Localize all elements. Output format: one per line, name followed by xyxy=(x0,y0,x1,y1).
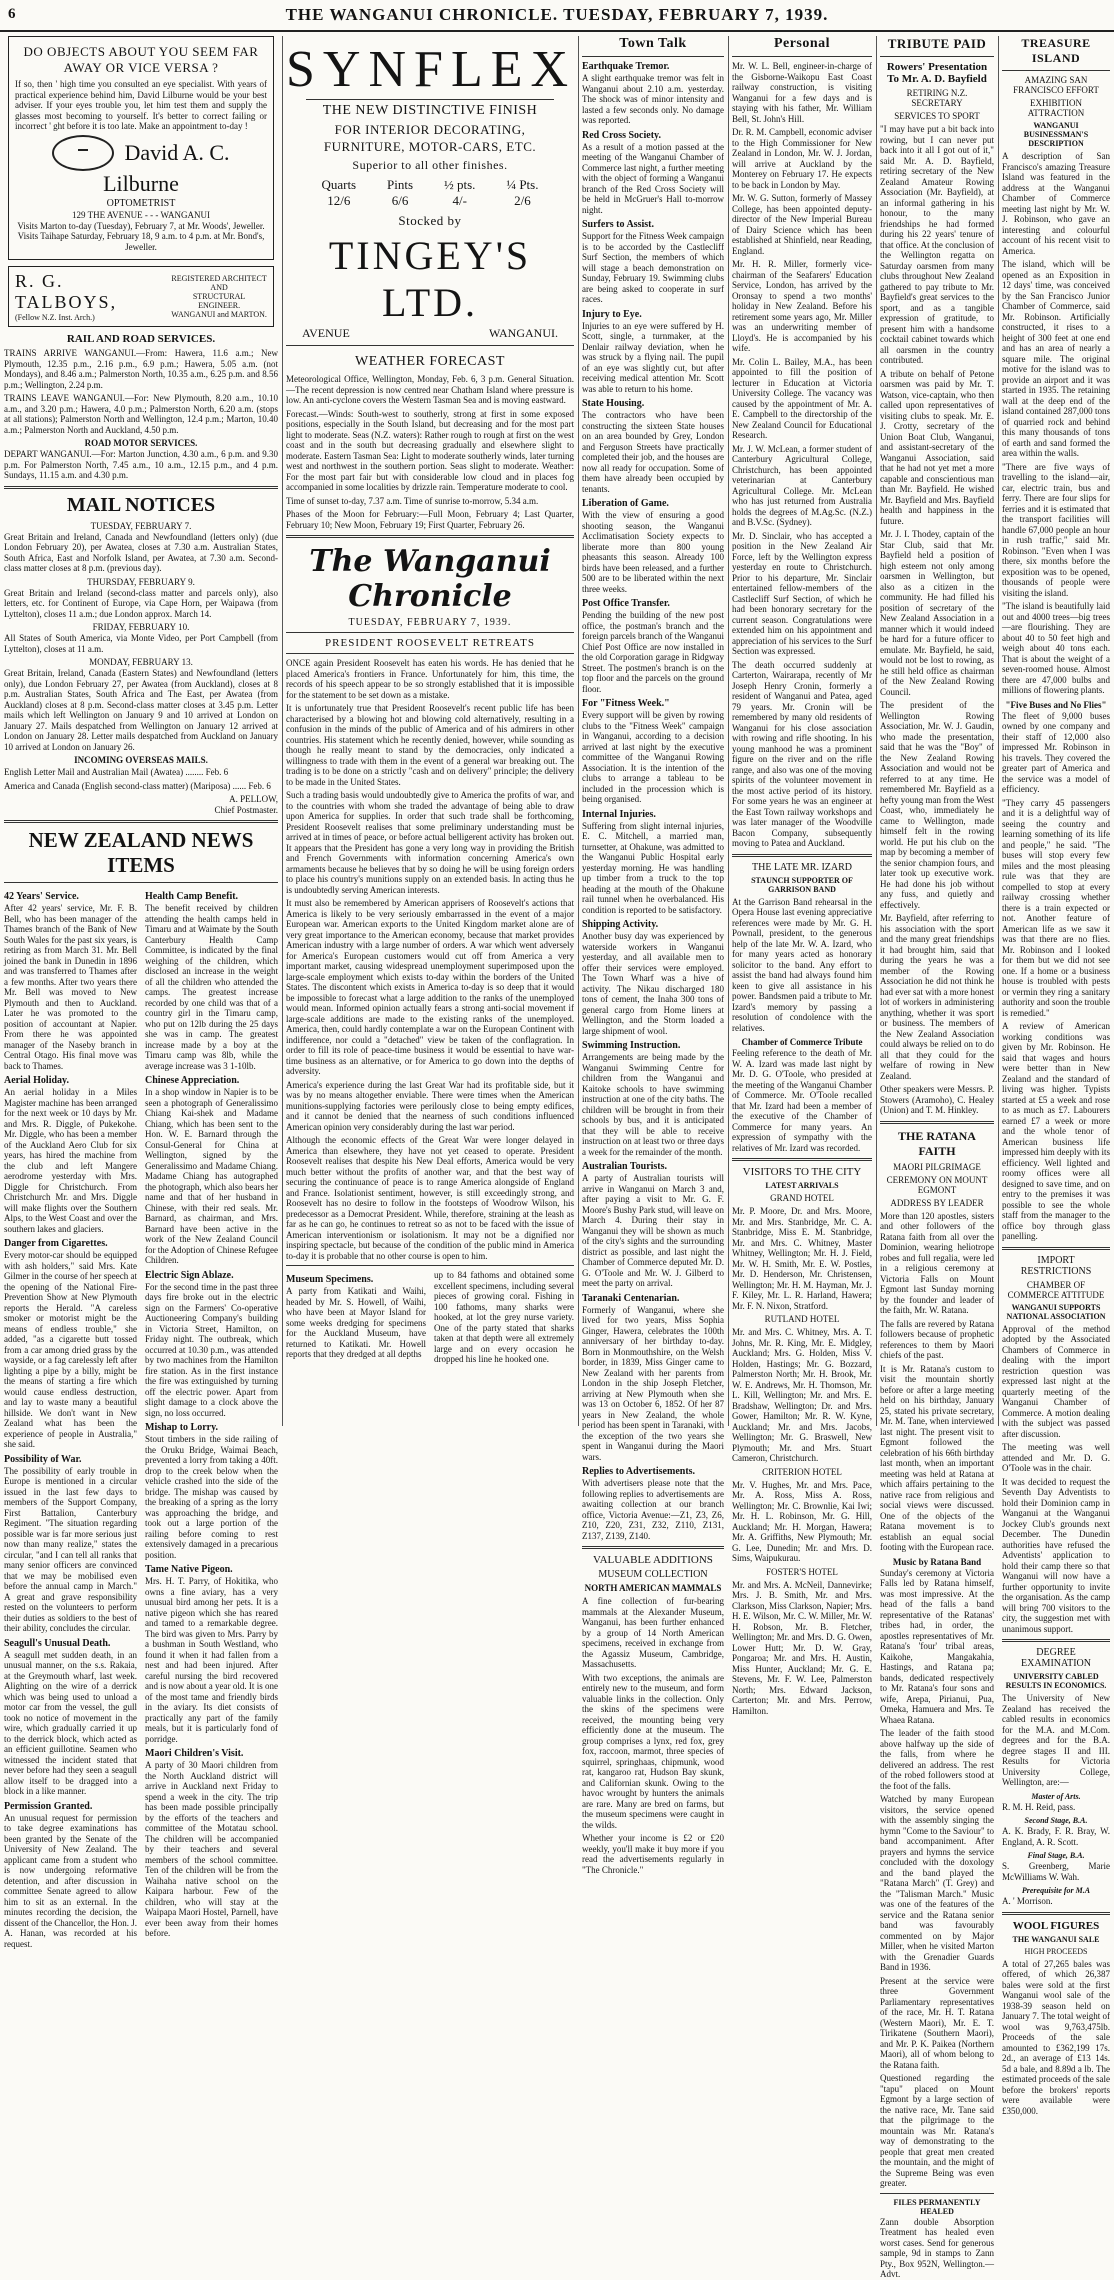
nz-news-item-heading: Health Camp Benefit. xyxy=(145,891,239,902)
mammals-title: NORTH AMERICAN MAMMALS xyxy=(584,1583,722,1593)
mammals-paragraph: With two exceptions, the animals are entirely new to the museum, and form valuable links in the collection. Only the skins of the specimens were received, the mounting being very efficiently done at the museum. The group comprises a lynx, red fox, grey fox, raccoon, marmot, three species of squirrel, springhaas, chipmunk, wood rat, kangaroo rat, Hudson Bay skunk, and Californian skunk. Owing to the havoc wrought by hunters the animals are rare. Many are bred on farms, but the museum specimens were caught in the wilds. xyxy=(582,1672,724,1830)
ad-eye-specialist xyxy=(8,36,274,260)
chamber-tribute-body: Feeling reference to the death of Mr. W. A. Izard was made last night by Mr. D. G. O'Toole, who presided at the meeting of the Wanganui Chamber of Commerce. Mr. O'Toole recalled that Mr. Izard had been a member of the executive of the Chamber of Commerce for many years. An expression of sympathy with the relatives of Mr. Izard was recorded. xyxy=(732,1048,872,1153)
treasure-paragraph: "There are five ways of travelling to the island—air, car, electric train, bus and ferry. There are four slips for ferries and it is estimated that the transport facilities will handle 67,000 people an hour in rush traffic," said Mr. Robinson. "Even when I was there, six months before the exposition was to be opened, thousands of people were visiting the island. xyxy=(1002,461,1110,598)
museum-collection-title: MUSEUM COLLECTION xyxy=(598,1569,708,1580)
ad-eye-headline: DO OBJECTS ABOUT YOU SEEM FAR AWAY OR VICE VERSA ? xyxy=(23,44,259,75)
degree-prereq-list: A. ' Morrison. xyxy=(1002,1896,1053,1906)
nz-news-item-heading: Chinese Appreciation. xyxy=(145,1075,240,1086)
town-talk-item-text: With the view of ensuring a good shooting season, the Wanganui Acclimatisation Society expects to liberate more than 800 young pheasants this season. Already 100 birds have been released, and a further 500 are to be liberated within the next three weeks. xyxy=(582,510,724,594)
talboys-name: R. G. TALBOYS, xyxy=(15,271,118,312)
town-talk-item-heading: Internal Injuries. xyxy=(582,808,656,820)
nz-news-title: NEW ZEALAND NEWS ITEMS xyxy=(28,828,254,877)
town-talk-item-text: A party of Australian tourists will arrive in Wanganui on March 3 and, after paying a visit to Mr. G. F. Moore's Bushy Park stud, will leave on March 4. During their stay in Wanganui they will be shown as much of the city's sights and the surrounding district as possible, and last night the Chamber of Commerce deputed Mr. D. G. O'Toole and Mr. W. J. Gilberd to meet the party on arrival. xyxy=(582,1173,724,1288)
buses-paragraph: A review of American working conditions was given by Mr. Robinson. He said that wages and hours were better than in New Zealand and the standard of living was higher. Typists started at £5 a week and rose to as much as £7. Labourers earned £7 a week or more and the whole tenor of American business life impressed him deeply with its efficiency. Well lighted and roomy offices were all designed to save time, and on entry to the premises it was possible to see the whole staff from the manager to the office boy through glass panelling. xyxy=(1002,1021,1110,1241)
town-talk-item-heading: Swimming Instruction. xyxy=(582,1040,681,1051)
nz-news-item-heading: Danger from Cigarettes. xyxy=(4,1238,108,1249)
tingey-avenue: AVENUE xyxy=(302,326,350,340)
mammals-paragraph: Whether your income is £2 or £20 weekly, you'll make it buy more if you read the advertisements regularly in "The Chronicle." xyxy=(582,1833,724,1875)
ratana-paragraph: More than 120 apostles, sisters and other followers of the Ratana faith from all over the Dominion, wearing heliotrope robes and full regalia, were led in a religious ceremony at Victoria Falls on Mount Egmont last Sunday morning by the founder and leader of the faith, Mr. W. Ratana. xyxy=(880,1210,994,1315)
mammals-paragraph: A fine collection of fur-bearing mammals at the Alexander Museum, Wanganui, has been further enhanced by a group of 14 North American specimens, received in exchange from the Agassiz Museum, Cambridge, Massachusetts. xyxy=(582,1596,724,1669)
degree-body: The University of New Zealand has received the cabled results in economics for the M.A. and M.Com. degrees and for the B.A. degree stages II and III. Results for Victoria University College, Wellington, are:— xyxy=(1002,1693,1110,1787)
ratana-sub2: CEREMONY ON MOUNT EGMONT xyxy=(886,1174,988,1195)
rail-leave: TRAINS LEAVE WANGANUI.—For: New Plymouth, 8.20 a.m., 10.10 a.m., and 3.20 p.m.; Hawera, 4.0 p.m.; Palmerston North, 6.20 a.m. (stops at all stations); Palmerston North and Wellington, 12.4 p.m.; Marton, 10.40 a.m.; Palmerston North and Auckland, 4.50 p.m. xyxy=(4,393,278,435)
mail-thu: THURSDAY, FEBRUARY 9. xyxy=(87,576,195,587)
tribute-sub: Rowers' Presentation To Mr. A. D. Bayfield xyxy=(886,61,988,85)
chamber-paragraph: The meeting was well attended and Mr. D. G. O'Toole was in the chair. xyxy=(1002,1442,1110,1473)
degree-prereq: Prerequisite for M.A xyxy=(1021,1886,1091,1895)
synflex-size xyxy=(444,177,475,209)
town-talk-item-heading: Post Office Transfer. xyxy=(582,598,670,609)
chamber-attitude-title: CHAMBER OF COMMERCE ATTITUDE xyxy=(1007,1279,1105,1300)
ratana-body xyxy=(880,1211,994,1553)
buses-paragraph: The fleet of 9,000 buses owned by one company and their staff of 12,000 also impressed Mr. Robinson in his travels. They covered the greater part of America and the service was a model of efficiency. xyxy=(1002,710,1110,794)
music-paragraph: Present at the service were three Government Parliamentary representatives of the race, Mr. H. T. Ratana (Western Maori), Mr. E. T. Tirikatene (Southern Maori), and Mr. P. K. Paikea (Northern Maori), all of whom belong to the Ratana faith. xyxy=(880,1975,994,2070)
editorial-paragraph: It is unfortunately true that President Roosevelt's recent public life has been characterised by a blowing hot and blowing cold alternatively, resulting in a confusion in the minds of the public of America and of his admirers in other countries. His statement which he recently denied, however, while sounding as though he really meant to stand by the democracies, only indicated a willingness to trade with them in the event of a general war breaking out. The trading is to be done on a strictly "cash and on delivery" principle; the delivery to be made in the United States. xyxy=(286,703,574,787)
editorial-paragraph: Such a trading basis would undoubtedly give to America the profits of war, and to the countries with whom she traded the advantage of being able to draw upon America for supplies. In order that such trade shall be forthcoming, President Roosevelt realises that some preliminary understanding must be arrived at in times of peace, or before actual belligerent activity has broken out. It appears that the President has gone a very long way in providing the British and French Governments with information concerning America's own armaments because he believes that by so doing he will be using foreign orders to place his country's munitions supply on an extended basis. In acting thus he is undoubtedly serving American interests. xyxy=(286,790,574,895)
ad-eye-body: If so, then ' high time you consulted an eye specialist. With years of practical experience behind him, David Lilburne would be your best adviser. If your eyes trouble you, let him test them and supply the glasses most becoming to yourself. It's better to correct failing or incorrect ' ght before it is too late. Make an appointment to-day ! xyxy=(15,79,267,131)
ratana-sub: MAORI PILGRIMAGE xyxy=(893,1161,981,1172)
files-body: Zann double Absorption Treatment has healed even worst cases. Send for generous sample, 9d in stamps to Zann Pty., Box 952N, Wellington.—Advt. xyxy=(880,2216,994,2279)
editorial-body xyxy=(286,658,574,1261)
ad-eye-address: 129 THE AVENUE - - - WANGANUI xyxy=(72,209,210,220)
road-title: ROAD MOTOR SERVICES. xyxy=(84,438,198,448)
masthead-line: THE WANGANUI CHRONICLE. TUESDAY, FEBRUARY 7, 1939. xyxy=(285,5,829,24)
column-synflex-editorial xyxy=(286,36,577,1428)
synflex-for1: FOR INTERIOR DECORATING, xyxy=(334,122,526,137)
hotel-lists xyxy=(732,1193,872,1716)
synflex-size-label: ½ pts. xyxy=(443,177,476,192)
incoming-1: English Letter Mail and Australian Mail (Awatea) ........ Feb. 6 xyxy=(4,767,229,777)
wool-body: A total of 27,265 bales was offered, of which 26,387 bales were sold at the first Wanganui wool sale of the 1938-39 season held on January 7. The total weight of wool was 9,763,475lb. Proceeds of the sale amounted to £362,199 17s. 2d., an average of £13 14s. 5d a bale, and 8.89d a lb. The estimated proceeds of the sale before the brokers' reports were available were £350,000. xyxy=(1002,1958,1110,2116)
tribute-body xyxy=(880,124,994,1116)
tribute-paragraph: A tribute on behalf of Petone oarsmen was paid by Mr. T. Watson, vice-captain, who then called upon representatives of visiting clubs to speak. Mr. E. J. Crotty, secretary of the Union Boat Club, Wanganui, and assistant-secretary of the Wanganui Association, said that he had not yet met a more capable and conscientious man than Mr. Bayfield. He wished Mr. Bayfield and Mrs. Bayfield health and happiness in the future. xyxy=(880,368,994,526)
town-talk-item-text: The contractors who have been constructing the sixteen State houses on an area bounded by Grey, London and Ferguson Streets have practically completed their job, and the houses are now all ready for occupation. Some of them have already been occupied by tenants. xyxy=(582,410,724,494)
museum-specimens-heading: Museum Specimens. xyxy=(286,1274,374,1285)
music-paragraph: Questioned regarding the "tapu" placed on Mount Egmont by a large section of the native race, Mr. Tane said that the pilgrimage to the mountain was Mr. Ratana's way of demonstrating to the people that great men created the mountain, and the might of the Supreme Being was even greater. xyxy=(880,2073,994,2188)
nz-news-item-text: Mrs. H. T. Parry, of Hokitika, who owns a fine aviary, has a very unusual bird among her pets. It is a native pigeon which she has reared and tamed to a remarkable degree. The bird was given to Mrs. Parry by a bushman in South Westland, who found it when it had fallen from a nest and had been injured. After careful nursing the bird recovered and is now about a year old. It is one of the most tame and friendly birds in the aviary. Its diet consists of practically any part of the family meals, but it is particularly fond of porridge. xyxy=(145,1576,278,1744)
personal-item: Mr. W. G. Sutton, formerly of Massey College, has been appointed deputy-director of the New Imperial Bureau of Dairy Science which has been established at Shinfield, near Reading, England. xyxy=(732,193,872,256)
synflex-for2: FURNITURE, MOTOR-CARS, ETC. xyxy=(323,139,537,154)
ad-eye-name: David A. C. Lilburne xyxy=(103,139,230,196)
ratana-sub3: ADDRESS BY LEADER xyxy=(890,1197,984,1208)
column-rule xyxy=(998,36,999,1426)
degree-title: DEGREE EXAMINATION xyxy=(1021,1647,1091,1669)
talboys-line2: AND xyxy=(210,283,228,292)
buses-body xyxy=(1002,711,1110,1242)
ad-talboys xyxy=(8,266,274,327)
incoming-2: America and Canada (English second-class matter) (Mariposa) ...... Feb. 6 xyxy=(4,780,271,791)
nz-news-item-text: The possibility of early trouble in Europe is mentioned in a circular issued in the last few days to members of the Support Company, First Battalion, Canterbury Regiment. "The situation regarding possible war is far more serious just now than many realize," states the circular, "and I can tell all ranks that many senior officers are convinced that we may be mobilised even before the annual camp in March." A great and grave responsibility rested on the volunteers to perform their duties as soldiers to the best of their ability, concludes the circular. xyxy=(4,1465,137,1633)
wool-sub2: HIGH PROCEEDS xyxy=(1024,1946,1088,1956)
mail-title: MAIL NOTICES xyxy=(66,493,216,516)
personal-item: Mr. W. L. Bell, engineer-in-charge of the Gisborne-Waikopu East Coast railway construction, is visiting Wanganui for a few days and is staying with his father, Mr. William Bell, St. John's Hill. xyxy=(732,61,872,124)
mail-mon-body: Great Britain, Ireland, Canada (Eastern States) and Newfoundland (letters only), due London February 27, per Awatea (from Auckland), closes at 8 p.m. Australian States, South Africa and The East, per Awatea (from Auckland) closes at 8 p.m. Second-class matter closes at 3.45 p.m. Letter mails which left Wellington on January 9 and 10 arrived at London on January 27. Mails despatched from Wellington on January 12 arrived at London on January 28. Letter mails despatched from Auckland on January 10 arrived at London on January 26. xyxy=(4,668,278,752)
town-talk-item-heading: Injury to Eye. xyxy=(582,308,642,320)
town-talk-items xyxy=(582,61,724,1541)
nz-news-item-heading: Electric Sign Ablaze. xyxy=(145,1269,234,1281)
town-talk-item-heading: For "Fitness Week." xyxy=(582,698,670,709)
road-depart: DEPART WANGANUI.—For: Marton Junction, 4.30 a.m., 6 p.m. and 9.30 p.m. For Palmerston North, 7.45 a.m., 10 a.m., 12.15 p.m., and 4 p.m. Sundays, 11.15 a.m. and 4.30 p.m. xyxy=(4,449,278,480)
town-talk-item-heading: Shipping Activity. xyxy=(582,919,659,930)
degree-ma: Master of Arts. xyxy=(1031,1791,1081,1801)
synflex-size-price: 6/6 xyxy=(391,193,409,208)
ad-synflex xyxy=(286,40,577,341)
wool-sub: THE WANGANUI SALE xyxy=(1012,1934,1100,1944)
music-body xyxy=(880,1568,994,2189)
personal-item: The death occurred suddenly at Carterton, Wairarapa, recently of Mr Joseph Henry Cronin, formerly a resident of Wanganui and Patea, aged 79 years. Mr. Cronin will be remembered by many old residents of Wanganui for his close association with rowing and rifle shooting. In his young manhood he was a prominent figure on the river and on the rifle range, and also was one of the moving spirits of the volunteer movement in the most active period of its history. For some years he was an engineer at the East Town railway workshops and was later manager of the Woodville Bacon Company, subsequently moving to Patea and Auckland. xyxy=(732,659,872,848)
ratana-paragraph: The falls are revered by Ratana followers because of prophetic references to them by Maori chiefs of the past. xyxy=(880,1318,994,1360)
synflex-size-price: 4/- xyxy=(452,193,467,208)
hotel-name: FOSTER'S HOTEL xyxy=(766,1566,838,1577)
music-paragraph: Watched by many European visitors, the service opened with the assembly singing the hymn "Come to the Saviour" to band accompaniment. After prayers and hymns the service concluded with the doxology and the band played the "Ratana March" (T. Grey) and the "Talisman March." Music was one of the features of the service and the Ratana senior band was favourably commented on by Major Miller, when he visited Marton with the Grenadier Guards Band in 1936. xyxy=(880,1794,994,1972)
nz-news-left xyxy=(4,887,137,1952)
town-talk-item-heading: Australian Tourists. xyxy=(582,1161,668,1172)
personal-item: Mr. Colin L. Bailey, M.A., has been appointed to fill the position of lecturer in Education at Victoria University College. The vacancy was caused by the appointment of Mr. A. E. Campbell to the directorship of the New Zealand Council for Educational Research. xyxy=(732,356,872,440)
column-personal xyxy=(732,36,872,1716)
nz-news-item-heading: Possibility of War. xyxy=(4,1453,82,1465)
town-talk-item-text: Injuries to an eye were suffered by H. Scott, single, a turnmaker, at the Denlair railway deviation, when he was struck by a flying nail. The pupil of an eye was slightly cut, but after receiving medical attention Mr. Scott was able to return to his home. xyxy=(582,320,724,394)
degree-final: Final Stage, B.A. xyxy=(1027,1851,1085,1860)
degree-final-list: S. Greenberg, Marie McWilliams W. Wah. xyxy=(1002,1861,1110,1882)
synflex-superior: Superior to all other finishes. xyxy=(352,158,508,172)
nz-news-item-text: An aerial holiday in a Miles Magister machine has been arranged for the next week or 10 days by Mr. and Mrs. R. Diggle, of Pukekohe. Mr. Diggle, who has been a member of the Auckland Aero Club for six years, has hired the machine from the club and left Mangere aerodrome yesterday with Mrs. Diggle for Christchurch. From Christchurch Mr. and Mrs. Diggle will make flights over the Southern Alps, to the West Coast and over the southern lakes and glaciers. xyxy=(4,1087,137,1234)
visitors-title: VISITORS TO THE CITY xyxy=(742,1166,862,1178)
town-talk-item-heading: Red Cross Society. xyxy=(582,129,661,141)
synflex-size-price: 2/6 xyxy=(514,193,531,208)
tingey-name: TINGEY'S LTD. xyxy=(328,233,532,325)
nz-news-item-text: In a shop window in Napier is to be seen a photograph of Generalissimo Chiang Kai-shek and Madame Chiang, which has been sent to the Hon. W. E. Barnard through the Consul-General for China at Wellington, signed by the Generalissimo and Madame Chiang. Madame Chiang has autographed the photograph, which also bears her name and that of her husband in Chinese, with their red seals. Mr. Barnard, as chairman, and Mrs. Barnard have been active in the work of the New Zealand Council for the Adoption of Chinese Refugee Children. xyxy=(145,1087,278,1265)
postmaster-title: Chief Postmaster. xyxy=(214,804,278,815)
synflex-price-table xyxy=(306,177,554,209)
rail-arrive: TRAINS ARRIVE WANGANUI.—From: Hawera, 11.6 a.m.; New Plymouth, 12.35 p.m., 2.16 p.m., 6.9 p.m.; Hawera, 5.05 a.m. (not Mondays), and 8.46 a.m.; Palmerston North, 10.35 a.m., 6.25 p.m. and 8.56 p.m.; Wellington, 2.24 p.m. xyxy=(4,348,278,390)
degree-sub: UNIVERSITY CABLED RESULTS IN ECONOMICS. xyxy=(1005,1672,1107,1690)
weather-title: WEATHER FORECAST xyxy=(355,354,505,369)
files-title: FILES PERMANENTLY HEALED xyxy=(893,2197,981,2216)
weather-body-4: Phases of the Moon for February:—Full Moon, February 4; Last Quarter, February 10; New Moon, February 19; First Quarter, February 26. xyxy=(286,509,574,530)
page-number: 6 xyxy=(8,6,16,22)
chamber-attitude-body xyxy=(1002,1324,1110,1635)
treasure-sub3: WANGANUI BUSINESSMAN'S DESCRIPTION xyxy=(1023,121,1089,148)
newspaper-header xyxy=(0,0,1114,32)
weather-body-2: Forecast.—Winds: South-west to southerly, strong at first in some exposed positions, especially in the South Island, but decreasing and for the most part light to moderate. Seas (N.Z. waters): Rather rough to rough at first on the west coast and in the south but decreasing gradually and elsewhere slight to moderate. Eastern Tasman Sea: Light to moderate southerly winds, later turning west and northwest in the southern portion. Seas slight to moderate. Weather: For the most part fair but with considerable low cloud and in places fog accompanied in some localities by drizzle rain. Temperature moderate to cool. xyxy=(286,408,574,492)
hotel-name: RUTLAND HOTEL xyxy=(764,1314,840,1324)
mail-mon: MONDAY, FEBRUARY 13. xyxy=(89,657,193,667)
town-talk-item-heading: Earthquake Tremor. xyxy=(582,61,670,72)
tribute-paragraph: Mr. Bayfield, after referring to his association with the sport and the many great friendships it had brought him, said that during the years he was a member of the Rowing Association he did not think he had ever sat with a more honest lot of workers in administering anything, whether it was sport or business. The members of the New Zealand Association could always be relied on to do all that they could for the welfare of rowing in New Zealand. xyxy=(880,913,994,1081)
town-talk-item-heading: State Housing. xyxy=(582,398,645,409)
talboys-line1: REGISTERED ARCHITECT xyxy=(171,274,267,283)
buses-paragraph: "They carry 45 passengers and it is a delightful way of seeing the country and learning something of its life and people," he said. "The buses will stop every few miles and the most pleasing rule was that they are compelled to stop at every railway crossing whether there is a train expected or not. Another feature of American life as we saw it was that there are no flies. Mr. Robinson and I looked for them but we did not see one. If a home or a business house is troubled with pests or vermin they ring a sanitary authority and soon the trouble is remedied." xyxy=(1002,797,1110,1018)
ad-eye-title: OPTOMETRIST xyxy=(106,197,176,209)
town-talk-item-text: Another busy day was experienced by waterside workers in Wanganui yesterday, and all available men to offer their services were employed. The Town Wharf was a hive of activity. The Nikau discharged 180 tons of cement, the Inaha 300 tons of general cargo from Home liners at Wellington, and the Storm loaded a large shipment of wool. xyxy=(582,931,724,1036)
izard-sub: STAUNCH SUPPORTER OF GARRISON BAND xyxy=(751,875,853,894)
music-paragraph: The leader of the faith stood above halfway up the side of the falls, from where he delivered an address. The rest of the robed followers stood at the foot of the falls. xyxy=(880,1728,994,1791)
museum-specimens-left: A party from Katikati and Waihi, headed by Mr. S. Howell, of Waihi, who have been at Mayor Island for some weeks dredging for specimens for the Auckland Museum, have returned to Katikati. Mr. Howell reports that they dredged at all depths xyxy=(286,1286,426,1359)
personal-items xyxy=(732,61,872,849)
weather-body-3: Time of sunset to-day, 7.37 a.m. Time of sunrise to-morrow, 5.34 a.m. xyxy=(286,495,539,506)
talboys-fellow: (Fellow N.Z. Inst. Arch.) xyxy=(15,313,95,322)
ad-eye-visits: Visits Marton to-day (Tuesday), February 7, at Mr. Woods', Jeweller. Visits Taihape Saturday, February 18, 9 a.m. to 4 p.m. at Mr. Bond's, Jeweller. xyxy=(17,220,265,252)
tribute-paragraph: Other speakers were Messrs. P. Stowers (Aramoho), C. Healey (Union) and T. M. Hinkley. xyxy=(880,1084,994,1115)
mammals-body xyxy=(582,1596,724,1875)
column-treasure-island xyxy=(1002,36,1110,2116)
synflex-size-label: Quarts xyxy=(321,177,357,192)
tingey-town: WANGANUI. xyxy=(489,326,558,340)
column-rule xyxy=(876,36,877,1426)
town-talk-item-heading: Replies to Advertisements. xyxy=(582,1466,696,1477)
ad-eye-logo xyxy=(15,135,267,197)
latest-arrivals: LATEST ARRIVALS xyxy=(765,1181,839,1190)
editorial-paragraph: Although the economic effects of the Great War were longer delayed in America than elsewhere, they have not yet ceased to operate. President Roosevelt realises that despite his New Deal efforts, America would be very much better without the profits of another war, and that the best way of securing the continuance of peace is to range America alongside of England and France. Isolationist sentiment, however, is still exceedingly strong, and Roosevelt has no desire to follow in the footsteps of Woodrow Wilson, his predecessor as a Democrat President. While, therefore, straining at the leash as far as he can go, he continues to retreat so as not to be faced with the issue of American interventionism or isolationism. It may not be a dignified nor inspiring spectacle, but because of the condition of the public mind in America to-day it is probable that no other course is open to him. xyxy=(286,1135,574,1261)
ratana-title: THE RATANA FAITH xyxy=(898,1128,976,1158)
column-town-talk xyxy=(582,36,724,1875)
izard-title: THE LATE MR. IZARD xyxy=(752,861,852,873)
chamber-paragraph: It was decided to request the Seventh Day Adventists to hold their Dominion camp in Wanganui at the Wanganui Jockey Club's grounds next December. The Dunedin authorities have refused the Adventists' application to hold their camp there so that Wanganui will now have a further opportunity to invite the organisation. As the camp will bring 700 visitors to the city, the suggestion met with unanimous support. xyxy=(1002,1476,1110,1634)
treasure-sub2: EXHIBITION ATTRACTION xyxy=(1027,98,1085,118)
buses-heading: "Five Buses and No Flies" xyxy=(1005,699,1107,710)
nz-news-item-heading: Aerial Holiday. xyxy=(4,1075,69,1086)
nz-news-item-text: The benefit received by children attending the health camps held in Timaru and at Waimate by the South Canterbury Health Camp Committee, is indicated by the final weighing of the children, which disclosed an increase in the weight of all the children who attended the camps. The greatest increase recorded by one child was that of a country girl in the Timaru camp, who put on 12lb during the 25 days she was in camp. The greatest increase made by a boy at the Timaru camp was 8lb, while the average increase was 3 1-10lb. xyxy=(145,903,278,1071)
town-talk-item-text: As a result of a motion passed at the meeting of the Wanganui Chamber of Commerce last night, a further meeting with the object of forming a Wanganui branch of the Red Cross Society will be held in McGruer's Hall to-morrow night. xyxy=(582,141,724,215)
rail-title: RAIL AND ROAD SERVICES. xyxy=(66,333,216,345)
personal-item: Dr. R. M. Campbell, economic adviser to the High Commissioner for New Zealand in London, Mr. W. J. Jordan, will arrive at Auckland by the Monterey on February 17. He expects to be back in London by May. xyxy=(732,127,872,190)
hotel-guests: Mr. P. Moore, Dr. and Mrs. Moore, Mr. and Mrs. Stanbridge, Mr. C. A. Stanbridge, Miss E. M. Stanbridge, Mr. and Mrs. C. Whitney, Master Whitney, Wellington; Mr. H. J. Field, Mr. W. H. Smith, Mr. E. W. Postles, Mr. D. Henderson, Mr. Christensen, Wellington; Mr. H. M. Hayman, Mr. J. F. Kiley, Mr. L. R. Harland, Hawera; Mr. F. N. Nixon, Stratford. xyxy=(732,1206,872,1311)
hotel-guests: Mr. V. Hughes, Mr. and Mrs. Pace, Mr. A. Ross, Miss A. Ross, Wellington; Mr. C. Brownlie, Kai Iwi; Mr. H. L. Robinson, Mr. G. Hill, Auckland; Mr. H. Morgan, Hawera; Mr. A. Griffiths, New Plymouth; Mr. G. Lee, Dunedin; Mr. and Mrs. D. Sims, Waipukurau. xyxy=(732,1479,872,1563)
synflex-size-price: 12/6 xyxy=(327,193,351,208)
hotel-guests: Mr. and Mrs. C. Whitney, Mrs. A. T. Johns, Mr. R. King, Mr. E. Midgley, Auckland; Mrs. G. Holden, Miss V. Holden, Hastings; Mr. G. Bozzard, Palmerston North; Mr. H. Brook, Mr. W. E. Andrews, Mr. H. Thomson, Mr. L. Kill, Wellington; Mr. and Mrs. E. Bradshaw, Wellington; Dr. and Mrs. Gower, Hamilton; Mr. R. W. Kyne, Auckland; Mr. and Mrs. Jacobs, Wellington; Mr. G. Braswell, New Plymouth; Mr. and Mrs. Stuart Cameron, Christchurch. xyxy=(732,1327,872,1463)
synflex-size-label: ¼ Pts. xyxy=(506,177,539,192)
chamber-paragraph: Approval of the method adopted by the Associated Chambers of Commerce in dealing with the import restriction question was expressed last night at the quarterly meeting of the Wanganui Chamber of Commerce. A motion dealing with the subject was passed after discussion. xyxy=(1002,1323,1110,1439)
nz-news-item-text: For the second time in the past three days fire broke out in the electric sign on the Farmers' Co-operative Auctioneering Company's building in Victoria Street, Hamilton, on Friday night. The outbreak, which occurred at 10.30 p.m., was attended by two machines from the Hamilton fire station. As in the first instance the fire was extinguished by turning off the electric power. Apart from slight damage to a clock above the sign, no loss occurred. xyxy=(145,1281,278,1418)
mail-thu-body: Great Britain and Ireland (second-class matter and parcels only), also letters, etc. for Continent of Europe, via Cape Horn, per Waipawa (from Lyttelton), closes 11 a.m.; due London approx. March 14. xyxy=(4,587,278,619)
mail-tue: TUESDAY, FEBRUARY 7. xyxy=(90,520,192,531)
personal-item: Mr. H. R. Miller, formerly vice-chairman of the Seafarers' Education Service, London, has arrived by the Oronsay to spend a two months' holiday in New Zealand. Before his retirement some years ago, Mr. Miller was an underwriting member of Lloyd's. He is accompanied by his wife. xyxy=(732,259,872,353)
chamber-attitude-sub: WANGANUI SUPPORTS NATIONAL ASSOCIATION xyxy=(1006,1302,1106,1321)
nz-news-columns xyxy=(4,887,278,1952)
nz-news-item-text: Every motor-car should be equipped with ash holders," said Mrs. Kate Gilmer in the course of her speech at the opening of the National Fire-Prevention Show at New Plymouth reports the Herald. "A careless smoker or motorist might be the means of endless trouble," she added, "as a cigarette butt tossed from a car among dried grass by the wayside, or a fag carelessly left after lighting a pipe by a billy, might be the means of starting a fire which would cause endless destruction, and lay to waste many a beautiful hillside. We don't want in New Zealand what has been the experience of people in Australia," she said. xyxy=(4,1250,137,1449)
treasure-paragraph: The island, which will be opened as an Exposition in 12 days' time, was conceived by the San Francisco Junior Chamber of Commerce, said Mr. Robinson. Artificially constructed, it rises to a height of 300 feet at one end and has an area of nearly a square mile. The original motive for the island was to provide an airport and it was started in 1935. The retaining wall at the deep end of the island contained 287,000 tons of quarried rock and behind this many thousands of tons of earth and sand formed the area within the walls. xyxy=(1002,259,1110,458)
valuable-title: VALUABLE ADDITIONS xyxy=(593,1554,713,1566)
ratana-paragraph: It is Mr. Ratana's custom to visit the mountain shortly before or after a large meeting held on his birthday, January 25, stated his private secretary, Mr. M. Tane, when interviewed last night. The present visit to Egmont followed the celebration of his 66th birthday last month, when an important meeting was held at Ratana at which affairs pertaining to the native race from religious and social views were discussed. One of the objects of the Ratana movement is to establish an equal social footing with the European race. xyxy=(880,1363,994,1552)
museum-specimens xyxy=(286,1270,574,1368)
column-left xyxy=(4,36,278,1949)
editorial-paragraph: It must also be remembered by American apprisers of Roosevelt's actions that America is likely to be very seriously embarrassed in the event of a major European war. American exports to the United Kingdom market alone are of very great importance to the American economy, because that market provides American industry with a large number of orders. A war which went adversely for America's European customers would cut off from America a very important market, causing widespread unemployment superimposed upon the large-scale employment which exists to-day within the borders of the United States. The discontent which exists in America to-day is so deep that it would be impossible to forecast what a large addition to the ranks of the unemployed would mean. Informed opinion actually fears a strong anti-social movement if large-scale additions are made to the existing ranks of the unemployed. America, then, could hardly contemplate a war on the European Continent with indifference, nor could a "detached" view be taken of the conflagration. In order to fill its role of peace-time business it would be essential to have war-time business as an alternative, or for America to go down into the depths of adversity. xyxy=(286,898,574,1076)
town-talk-item-heading: Surfers to Assist. xyxy=(582,219,654,230)
mail-tue-body: Great Britain and Ireland, Canada and Newfoundland (letters only) (due London February 20), per Awatea, closes at 7.30 a.m. Australian States, South Africa, East and Norfolk Island, per Awatea, at 7.30 a.m. Second-class matter closes at 8 p.m. (previous day). xyxy=(4,531,278,573)
nz-news-item-heading: Permission Granted. xyxy=(4,1800,93,1812)
town-talk-title: Town Talk xyxy=(619,36,687,51)
museum-specimens-right: up to 84 fathoms and obtained some excellent specimens, including several pieces of growing coral. Fishing in 100 fathoms, many sharks were hooked, at lot the grey nurse variety. One of the party stated that sharks taken at that depth were all extremely large and on every occasion he dropped his line he hooked one. xyxy=(434,1270,574,1364)
treasure-body xyxy=(1002,151,1110,696)
mail-fri: FRIDAY, FEBRUARY 10. xyxy=(92,622,190,632)
hotel-guests: Mr. and Mrs. A. McNeil, Dannevirke; Mrs. J. B. Smith, Mr. and Mrs. Clarkson, Miss Clarkson, Napier; Mrs. H. E. Wilson, Mr. C. W. Miller, Mr. W. H. Robson, Mr. B. Fletcher, Wellington; Mr. and Mrs. D. G. Owen, Lower Hutt; Mr. D. W. Gray, Pongaroa; Mr. and Mrs. H. Austin, Miss Hunter, Auckland; Mr. G. E. Stevens, Mr. F. W. Lee, Palmerston North; Mrs. Edward Jackson, Carterton; Mr. and Mrs. Perrow, Hamilton. xyxy=(732,1579,872,1716)
izard-body: At the Garrison Band rehearsal in the Opera House last evening appreciative references were made by Mr. G. H. Pownall, president, to the generous help of the late Mr. W. A. Izard, who for many years acted as honorary solicitor to the band. Any effort to assist the band had always found him keen to give all assistance in his power. Bandsmen paid a tribute to Mr. Izard's memory by passing a resolution of condolence with the relatives. xyxy=(732,896,872,1033)
chronicle-masthead: The Wanganui Chronicle xyxy=(309,544,551,614)
town-talk-item-heading: Liberation of Game. xyxy=(582,498,669,509)
synflex-size xyxy=(387,177,413,209)
personal-title: Personal xyxy=(773,36,831,51)
nz-news-item-heading: Seagull's Unusual Death. xyxy=(4,1637,111,1649)
synflex-size xyxy=(506,177,538,209)
editorial-paragraph: America's experience during the last Great War had its profitable side, but it was by no means altogether enviable. There were times when the American munitions-supplying factories were perilously close to being empty edifices, and it cannot be denied that the nearness of such conditions influenced American opinion very considerably during the last war period. xyxy=(286,1079,574,1132)
treasure-paragraph: A description of San Francisco's amazing Treasure Island was featured in the address at the Wanganui Chamber of Commerce meeting last night by Mr. W. J. Robinson, who gave an interesting and colourful account of his recent visit to America. xyxy=(1002,151,1110,256)
hotel-name: CRITERION HOTEL xyxy=(762,1466,842,1477)
chamber-tribute-title: Chamber of Commerce Tribute xyxy=(741,1037,863,1047)
nz-news-item-heading: Maori Children's Visit. xyxy=(145,1748,244,1759)
town-talk-item-text: Arrangements are being made by the Wanganui Swimming Centre for children from the Wanganui and Kaitoke schools to have swimming instruction at one of the city baths. The children will be brought in from their schools by bus, and it is anticipated that they will be able to receive instruction on at least two or three days a week for the remainder of the month. xyxy=(582,1052,724,1157)
nz-news-item-text: After 42 years' service, Mr. F. B. Bell, who has been manager of the Thames branch of the Bank of New South Wales for the past six years, is retiring as from March 31. Mr. Bell joined the bank in Dunedin in 1896 and was transferred to Thames after a few months. After two years there Mr. Bell was moved to New Plymouth and then to Auckland. Later he was promoted to the position of accountant at Napier. From there he was appointed manager of the Naseby branch in Central Otago. His final move was back to Thames. xyxy=(4,903,137,1071)
degree-second: Second Stage, B.A. xyxy=(1024,1816,1088,1825)
tribute-title: TRIBUTE PAID xyxy=(887,36,987,51)
degree-second-list: A. K. Brady, F. R. Bray, W. England, A. R. Scott. xyxy=(1002,1826,1110,1847)
editorial-dateline: TUESDAY, FEBRUARY 7, 1939. xyxy=(348,617,512,628)
town-talk-item-text: Every support will be given by rowing clubs to the "Fitness Week" campaign in Wanganui, according to a decision arrived at last night by the executive committee of the Wanganui Rowing Association. It is the intention of the clubs to arrange a tableau to be included in the procession which is being organised. xyxy=(582,710,724,804)
editorial-paragraph: ONCE again President Roosevelt has eaten his words. He has denied that he placed America's frontiers in France. Unfortunately for him, this time, the records of his speech appear to be so strongly established that it is impossible for the statement to be set down as a mistake. xyxy=(286,658,574,700)
treasure-title: TREASURE ISLAND xyxy=(1021,36,1091,65)
nz-news-item-text: An unusual request for permission to take degree examinations has been granted by the Senate of the University of New Zealand. The applicant came from a student who is now undergoing reformative detention, and after discussion in committee Senate agreed to allow him to sit as an external. In the minutes recording the decision, the dissent of the Chancellor, the Hon. J. A. Hanan, was recorded at his request. xyxy=(4,1812,137,1949)
town-talk-item-text: Formerly of Wanganui, where she lived for two years, Miss Sophia Ginger, Hawera, celebrates the 100th anniversary of her birthday to-day. Born in Monmouthshire, on the Welsh border, in 1839, Miss Ginger came to New Zealand with her parents from London in the ship Joseph Fletcher, arriving at New Plymouth when she was 13 on October 6, 1852. Of her 87 years in New Zealand, the whole period has been spent in Taranaki, with the exception of the two years she spent in Wanganui during the Maori wars. xyxy=(582,1304,724,1462)
town-talk-item-text: Suffering from slight internal injuries, E. C. Mitchell, a married man, turnsetter, at Ohakune, was admitted to the Wanganui Public Hospital early yesterday morning. He was handling up timber from a truck to the top heading at the mouth of the Ohakune rail tunnel when he overbalanced. His condition is reported to be satisfactory. xyxy=(582,820,724,915)
synflex-title: SYNFLEX xyxy=(286,41,577,98)
town-talk-item-text: Pending the building of the new post office, the postman's branch and the foreign parcels branch of the Wanganui Chief Post Office are now installed in the old Corporation garage in Ridgway Street. The postmen's branch is on the top floor and the parcels on the ground floor. xyxy=(582,610,724,694)
nz-news-item-heading: Mishap to Lorry. xyxy=(145,1422,219,1433)
editorial-title: PRESIDENT ROOSEVELT RETREATS xyxy=(325,637,535,649)
weather-body-1: Meteorological Office, Wellington, Monday, Feb. 6, 3 p.m. General Situation.—The recent depression is now centred near Chatham Island where pressure is low. An anti-cyclone covers the Western Tasman Sea and is moving eastward. xyxy=(286,374,574,405)
column-rule xyxy=(282,36,283,1426)
town-talk-item-text: With advertisers please note that the following replies to advertisements are awaiting collection at our branch office, Victoria Avenue:—Z1, Z3, Z6, Z10, Z20, Z31, Z32, Z110, Z131, Z137, Z139, Z140. xyxy=(582,1478,724,1541)
tribute-sub3: SERVICES TO SPORT xyxy=(894,111,980,121)
column-rule xyxy=(728,36,729,1426)
nz-news-item-heading: 42 Years' Service. xyxy=(4,891,79,902)
spectacles-icon xyxy=(52,135,114,171)
postmaster-name: A. PELLOW, xyxy=(229,794,278,804)
nz-news-item-text: A party of 30 Maori children from the North Auckland district will arrive in Auckland next Friday to spend a week in the city. The trip has been made possible principally by the efforts of the teachers and committee of the Motatau school. The children will be accompanied by their teachers and several members of the school committee. Ten of the children will be from the Waihaha native school on the Kaipara harbour. Few of the children, who will stay at the Waipapa Maori Hostel, Parnell, have ever been away from their homes before. xyxy=(145,1760,278,1938)
town-talk-item-text: A slight earthquake tremor was felt in Wanganui about 2.10 a.m. yesterday. The shock was of minor intensity and lasted a few seconds only. No damage was reported. xyxy=(582,73,724,125)
talboys-towns: WANGANUI and MARTON. xyxy=(171,310,267,319)
nz-news-item-text: A seagull met sudden death, in an unusual manner, on the s.s. Rakaia, at the Greymouth wharf, last week. Alighting on the wire of a derrick which was being used to unload a motor car from the vessel, the gull took no notice of movement in the wire, which gradually carried it up to the derrick block, which acted as an efficient guillotine. Seamen who witnessed the incident stated that never before had they seen a seagull allow itself to be dragged into a block in a like manner. xyxy=(4,1649,137,1796)
treasure-sub: AMAZING SAN FRANCISCO EFFORT xyxy=(1013,75,1099,95)
town-talk-item-heading: Taranaki Centenarian. xyxy=(582,1292,680,1304)
column-rule xyxy=(578,36,579,1426)
wool-title: WOOL FIGURES xyxy=(1012,1919,1100,1932)
town-talk-item-text: Support for the Fitness Week campaign is to be accorded by the Castlecliff Surf Section, the members of which will stage a beach demonstration on Sunday, February 19. Swimming clubs are being asked to cooperate in surf races. xyxy=(582,231,724,304)
talboys-line3: STRUCTURAL ENGINEER. xyxy=(192,292,246,310)
personal-item: Mr. D. Sinclair, who has accepted a position in the New Zealand Air Force, left by the Wellington express yesterday en route to Christchurch. Prior to his departure, Mr. Sinclair entertained fellow-members of the Castlecliff Surf Section, of which he had been honorary secretary for the current season. Congratulations were extended him on his appointment and appreciation of his services to the Surf Section was expressed. xyxy=(732,530,872,656)
hotel-name: GRAND HOTEL xyxy=(770,1193,834,1203)
music-paragraph: Sunday's ceremony at Victoria Falls led by Ratana himself, was most impressive. At the head of the falls a band representative of the Ratanas' tribes had, in order, the apostles representatives of Mr. Ratana's 'four' tribal areas, Kaikohe, Mangakahia, Hastings, and Ratana pa; bands, dedicated respectively to Mr. Ratana's four sons and wife, Arepa, Pirianui, Pua, Omeka, Hamuera and Mrs. Te Whaea Ratana. xyxy=(880,1567,994,1725)
nz-news-item-text: Stout timbers in the side railing of the Oruku Bridge, Waimai Beach, prevented a lorry from taking a 40ft. drop to the creek below when the vehicle crashed into the side of the bridge. The mishap was caused by the breaking of a spring as the lorry was approaching the bridge, and took out a large portion of the railing before coming to rest extensively damaged in a precarious position. xyxy=(145,1434,278,1560)
tribute-paragraph: The president of the Wellington Rowing Association, Mr. W. J. Gaudin, who made the presentation, said that he was the "Boy" of the New Zealand Rowing Association and would not be referred to at any time. He remembered Mr. Bayfield as a hefty young man from the West Coast, who, immediately he came to Wellington, made himself felt in the rowing world. He put his club on the map by becoming a member of the senior champion fours, and later took up executive work. He had done his job without any fuss, and quietly and effectively. xyxy=(880,700,994,910)
column-tribute xyxy=(880,36,994,2279)
mail-fri-body: All States of South America, via Monte Video, per Port Campbell (from Lyttelton), closes at 11 a.m. xyxy=(4,633,278,654)
incoming-title: INCOMING OVERSEAS MAILS. xyxy=(74,755,208,765)
synflex-stocked: Stocked by xyxy=(398,213,462,228)
nz-news-item-heading: Tame Native Pigeon. xyxy=(145,1564,233,1575)
tribute-paragraph: Mr. J. I. Thodey, captain of the Star Club, said that Mr. Bayfield held a position of high esteem not only among oarsmen in Wellington, but also as a citizen in the community. He had filled his position of secretary of the New Zealand Association in a manner which it would indeed be hard for a future officer to emulate. Mr. Bayfield, he said, would not be lost to rowing, as he still held office as chairman of the New Zealand Rowing Council. xyxy=(880,529,994,697)
degree-ma-list: R. M. H. Reid, pass. xyxy=(1002,1801,1076,1812)
synflex-tagline: THE NEW DISTINCTIVE FINISH xyxy=(322,103,538,118)
tribute-paragraph: "I may have put a bit back into rowing, but I can never put back into it all I got out of it," said Mr. A. D. Bayfield, retiring secretary of the New Zealand Amateur Rowing Association (Mr. Bayfield), at an informal gathering in his honour, to the many friendships he had formed during his 22 years' tenure of that office. At the conclusion of the Wellington regatta on Saturday oarsmen from many clubs throughout New Zealand gathered to pay tribute to Mr. Bayfield's great services to the sport, and as a tangible expression of gratitude, to present him with a handsome cocktail cabinet towards which all oarsmen in the country contributed. xyxy=(880,124,994,365)
import-title: IMPORT RESTRICTIONS xyxy=(1020,1254,1092,1277)
treasure-paragraph: "The island is beautifully laid out and 4000 trees—big trees—are flourishing. They are about 40 to 50 feet high and weigh about 40 tons each. That is about the weight of a seven-roomed house. Almost there are 47,000 bulbs and millions of flowering plants. xyxy=(1002,601,1110,695)
personal-item: Mr. J. W. McLean, a former student of Canterbury Agricultural College, Christchurch, has been appointed veterinarian at Canterbury Agricultural College. Mr. McLean who has just returned from Australia holds the degrees of M.Ag.Sc. (N.Z.) and B.V.Sc. (Sydney). xyxy=(732,443,872,527)
synflex-size-label: Pints xyxy=(387,177,414,192)
music-heading: Music by Ratana Band xyxy=(892,1556,982,1567)
synflex-size xyxy=(321,177,356,209)
nz-news-right xyxy=(145,887,278,1952)
tribute-sub2: RETIRING N.Z. SECRETARY xyxy=(906,88,968,108)
